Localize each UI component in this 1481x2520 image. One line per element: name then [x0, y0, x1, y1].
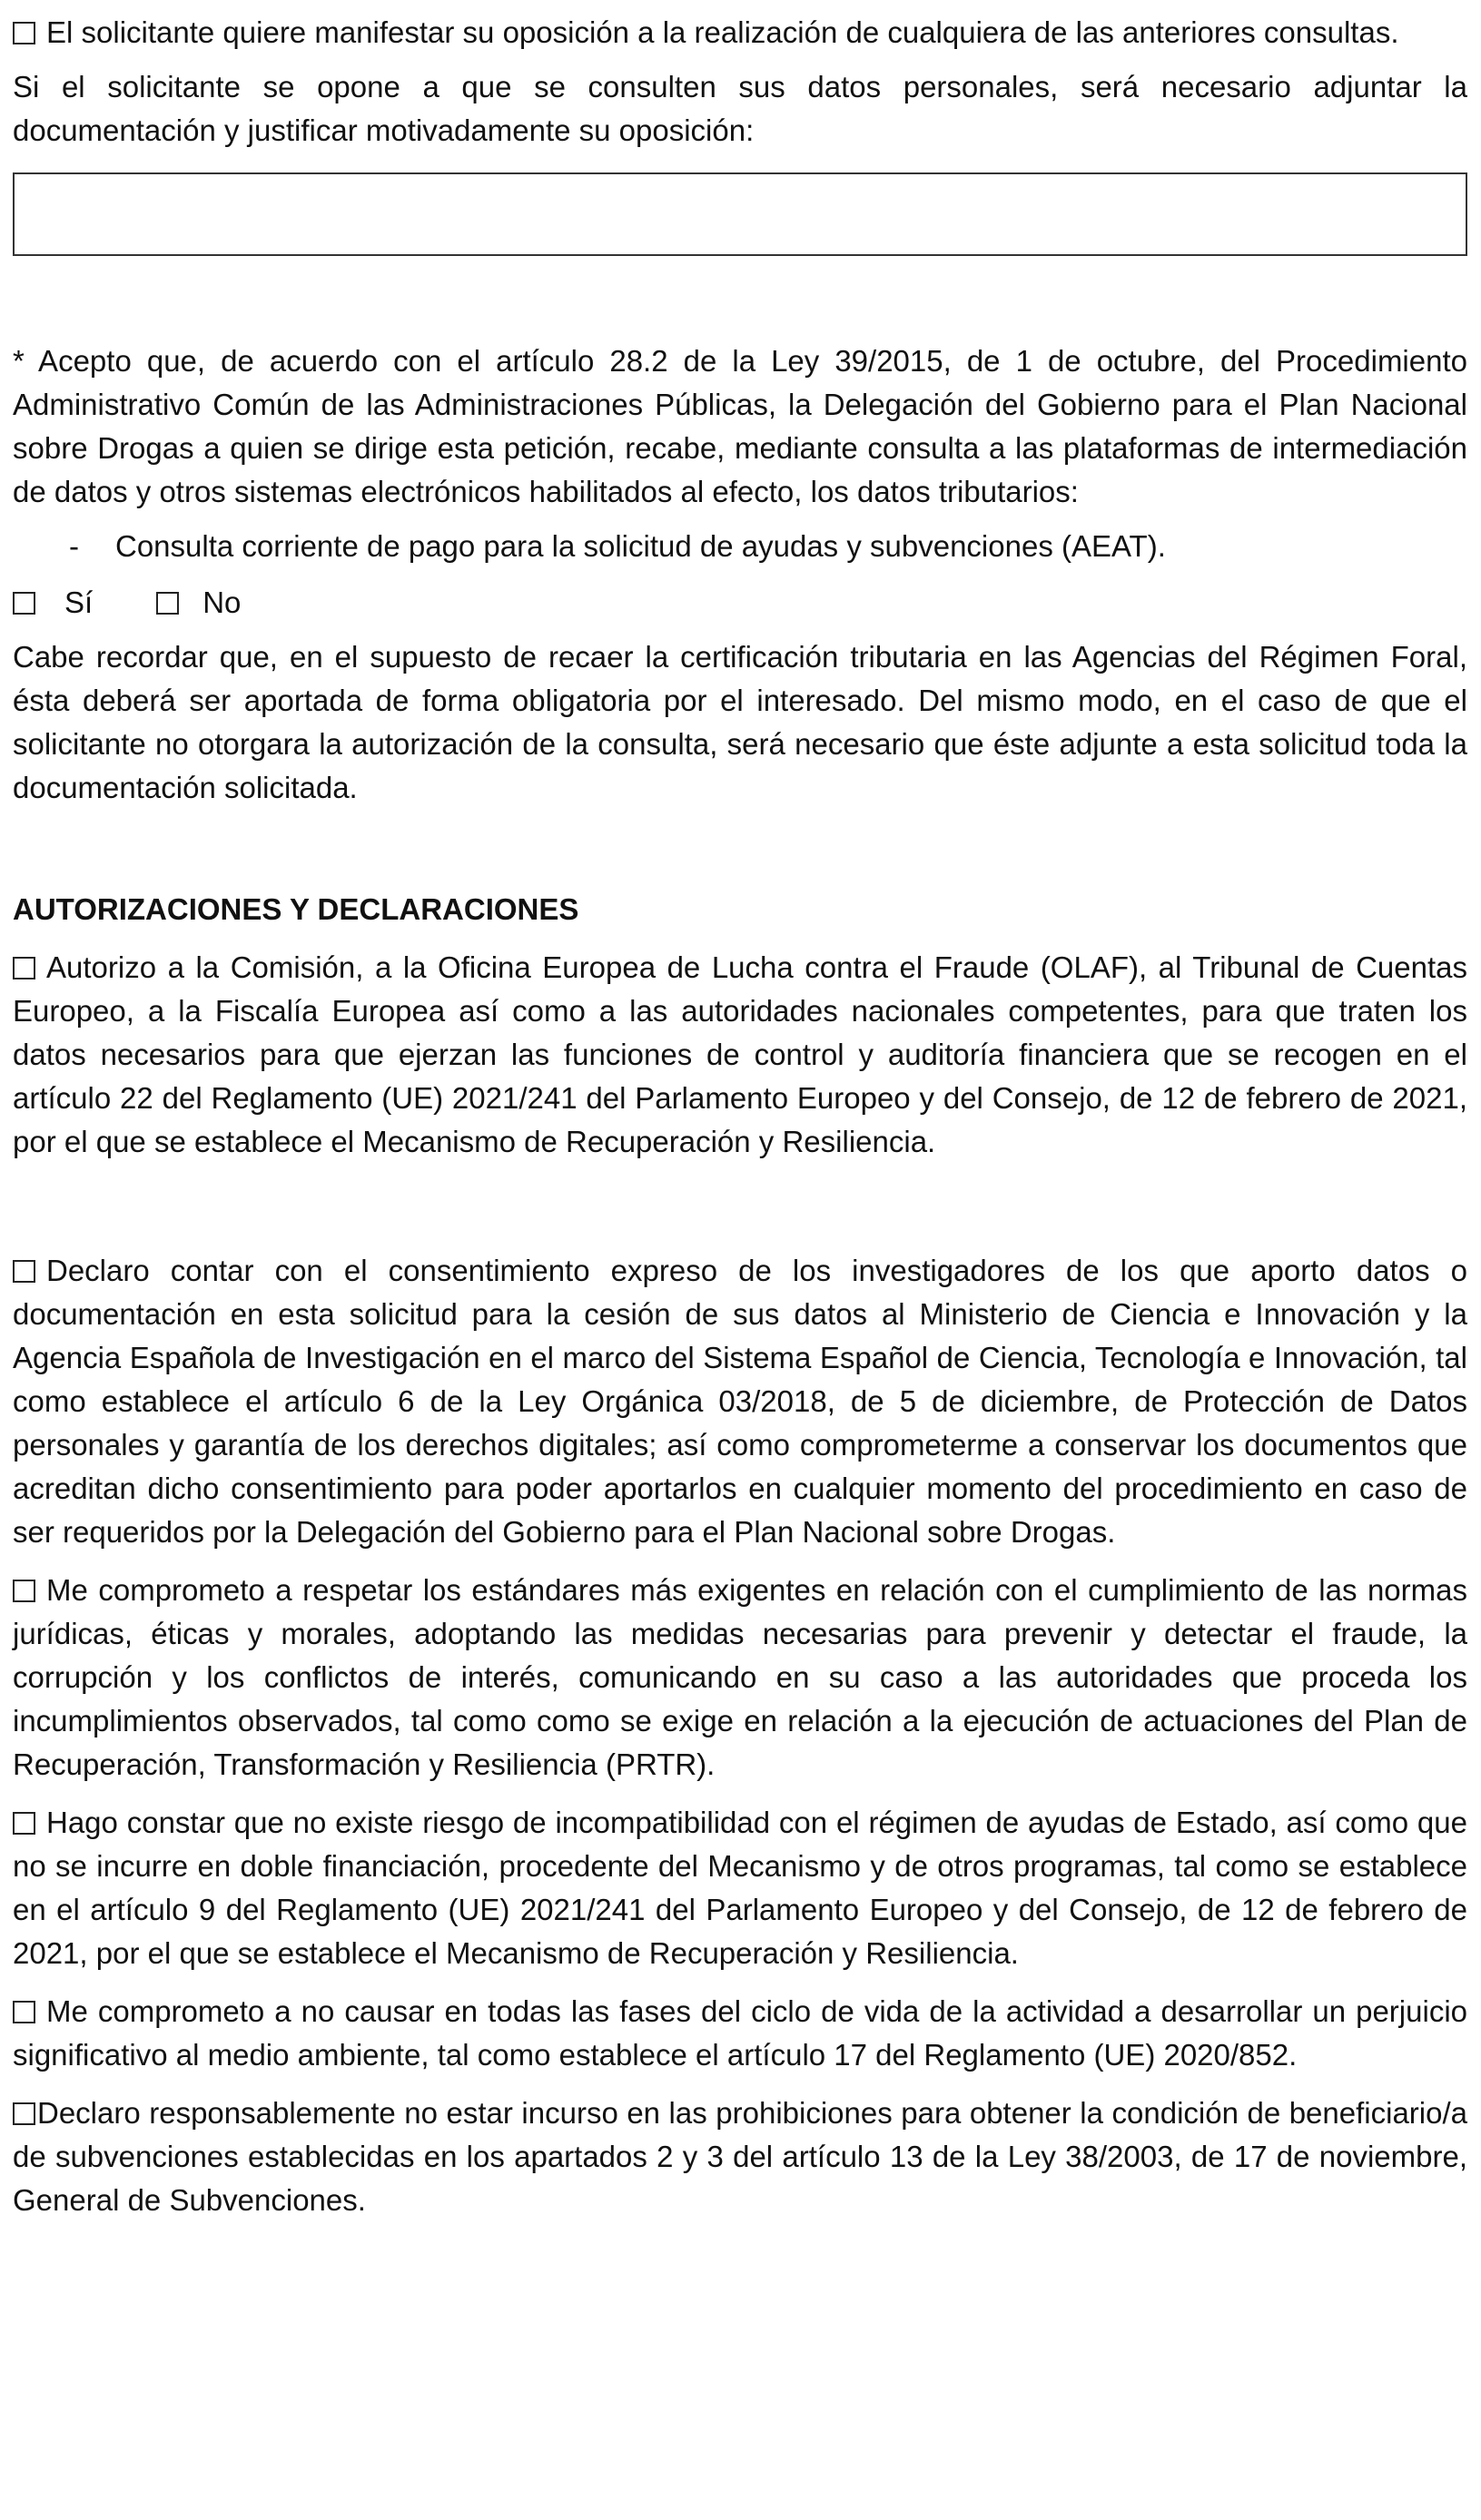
oposicion-paragraph	[13, 11, 1467, 54]
list-dash: -	[69, 529, 79, 563]
acepto-text: * Acepto que, de acuerdo con el artículo 28.2 de la Ley 39/2015, de 1 de octubre, del Procedimiento Administrativo Común de las Administraciones Públicas, la Delegación del Gobierno para el Plan Nacional sobre Drogas a quien se dirige esta petición, recabe, mediante consulta a las plataformas de intermediación de datos y otros sistemas electrónicos habilitados al efecto, los datos tributarios:	[13, 344, 1467, 508]
si-no-options	[13, 581, 1467, 625]
consentimiento-checkbox[interactable]	[13, 1260, 35, 1283]
cabe-recordar-text: Cabe recordar que, en el supuesto de recaer la certificación tributaria en las Agencias del Régimen Foral, ésta deberá ser aportada de forma obligatoria por el interesado. Del mismo modo, en el caso de que el solicitante no otorgara la autorización de la consulta, será necesario que éste adjunte a esta solicitud toda la documentación solicitada.	[13, 640, 1467, 804]
estandares-checkbox[interactable]	[13, 1580, 35, 1602]
oposicion-checkbox[interactable]	[13, 22, 35, 44]
oposicion-justification-input[interactable]	[13, 172, 1467, 256]
section-heading: AUTORIZACIONES Y DECLARACIONES	[13, 892, 579, 926]
option-no[interactable]	[156, 581, 241, 625]
medio-ambiente-declaration	[13, 1990, 1467, 2077]
no-checkbox[interactable]	[156, 592, 179, 615]
riesgo-checkbox[interactable]	[13, 1812, 35, 1835]
medio-ambiente-text: Me comprometo a no causar en todas las fases del ciclo de vida de la actividad a desarrollar un perjuicio significativo al medio ambiente, tal como establece el artículo 17 del Reglamento (UE) 2020/852.	[13, 1994, 1467, 2072]
consulta-list-item	[13, 525, 1467, 568]
form-page	[13, 11, 1467, 2222]
consentimiento-text: Declaro contar con el consentimiento expreso de los investigadores de los que aporto datos o documentación en esta solicitud para la cesión de sus datos al Ministerio de Ciencia e Innovación y la Agencia Española de Investigación en el marco del Sistema Español de Ciencia, Tecnología e Innovación, tal como establece el artículo 6 de la Ley Orgánica 03/2018, de 5 de diciembre, de Protección de Datos personales y garantía de los derechos digitales; así como comprometerme a conservar los documentos que acreditan dicho consentimiento para poder aportarlos en cualquier momento del procedimiento en caso de ser requeridos por la Delegación del Gobierno para el Plan Nacional sobre Drogas.	[13, 1254, 1467, 1549]
prohibiciones-declaration	[13, 2092, 1467, 2222]
riesgo-declaration	[13, 1801, 1467, 1975]
autorizo-text: Autorizo a la Comisión, a la Oficina Europea de Lucha contra el Fraude (OLAF), al Tribunal de Cuentas Europeo, a la Fiscalía Europea así como a las autoridades nacionales competentes, para que traten los datos necesarios para que ejerzan las funciones de control y auditoría financiera que se recogen en el artículo 22 del Reglamento (UE) 2021/241 del Parlamento Europeo y del Consejo, de 12 de febrero de 2021, por el que se establece el Mecanismo de Recuperación y Resiliencia.	[13, 950, 1467, 1158]
consulta-text: Consulta corriente de pago para la solicitud de ayudas y subvenciones (AEAT).	[115, 529, 1166, 563]
autorizo-declaration	[13, 946, 1467, 1164]
riesgo-text: Hago constar que no existe riesgo de incompatibilidad con el régimen de ayudas de Estado, así como que no se incurre en doble financiación, procedente del Mecanismo y de otros programas, tal como se establece en el artículo 9 del Reglamento (UE) 2021/241 del Parlamento Europeo y del Consejo, de 12 de febrero de 2021, por el que se establece el Mecanismo de Recuperación y Resiliencia.	[13, 1806, 1467, 1970]
si-label: Sí	[64, 586, 94, 619]
prohibiciones-text: Declaro responsablemente no estar incurso en las prohibiciones para obtener la condición de beneficiario/a de subvenciones establecidas en los apartados 2 y 3 del artículo 13 de la Ley 38/2003, de 17 de noviembre, General de Subvenciones.	[13, 2096, 1467, 2217]
option-si[interactable]	[13, 581, 93, 625]
no-label: No	[202, 586, 242, 619]
prohibiciones-checkbox[interactable]	[13, 2102, 35, 2125]
medio-ambiente-checkbox[interactable]	[13, 2001, 35, 2023]
oposicion-text: El solicitante quiere manifestar su oposición a la realización de cualquiera de las anteriores consultas.	[46, 15, 1399, 49]
oposicion-detail-text: Si el solicitante se opone a que se consulten sus datos personales, será necesario adjuntar la documentación y justificar motivadamente su oposición:	[13, 70, 1467, 147]
consentimiento-declaration	[13, 1249, 1467, 1554]
autorizo-checkbox[interactable]	[13, 957, 35, 979]
estandares-declaration	[13, 1569, 1467, 1787]
estandares-text: Me comprometo a respetar los estándares más exigentes en relación con el cumplimiento de las normas jurídicas, éticas y morales, adoptando las medidas necesarias para prevenir y detectar el fraude, la corrupción y los conflictos de interés, comunicando en su caso a las autoridades que proceda los incumplimientos observados, tal como como se exige en relación a la ejecución de actuaciones del Plan de Recuperación, Transformación y Resiliencia (PRTR).	[13, 1573, 1467, 1781]
si-checkbox[interactable]	[13, 592, 35, 615]
